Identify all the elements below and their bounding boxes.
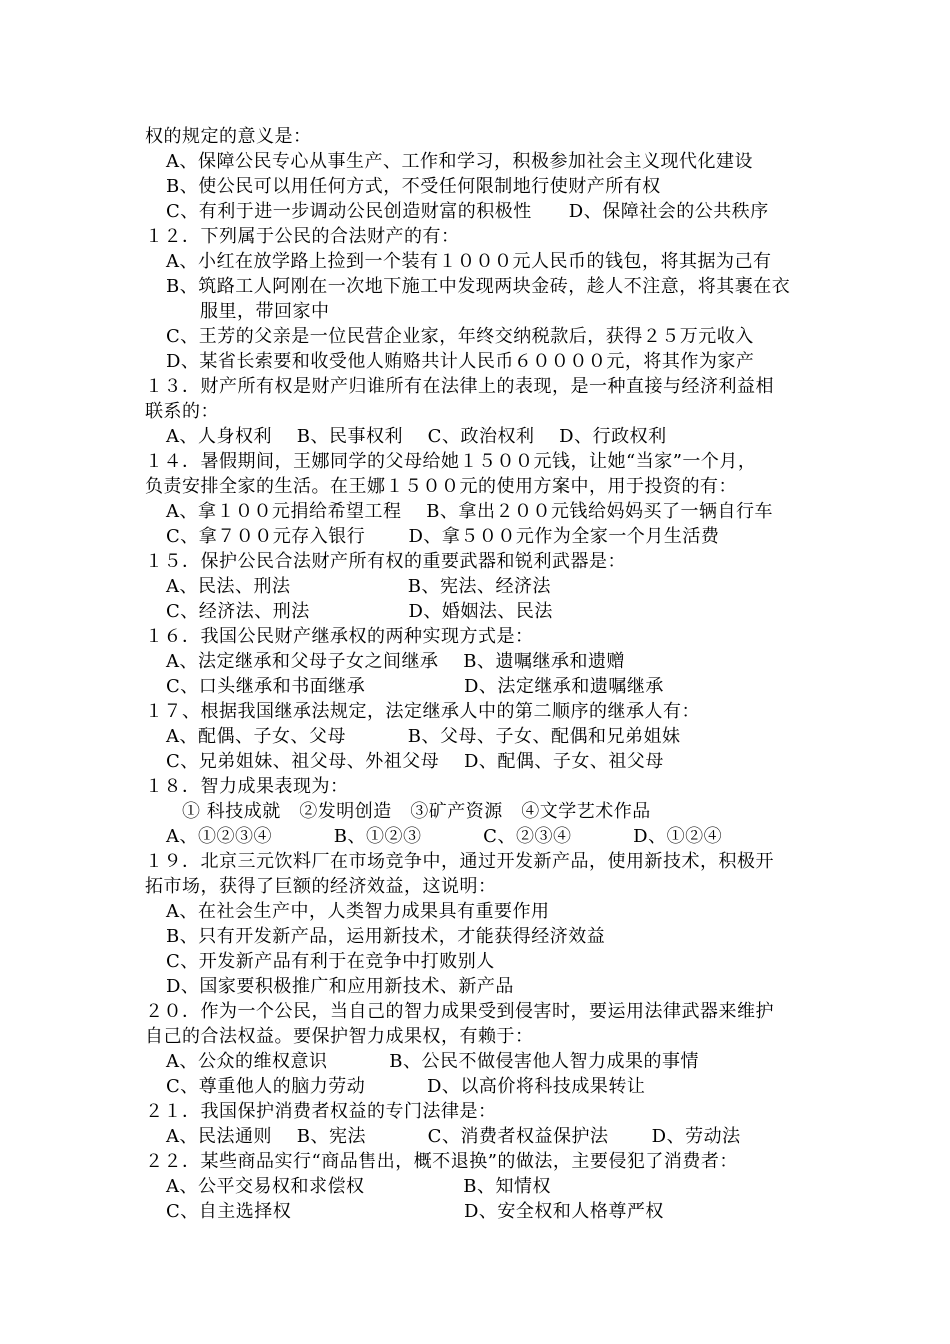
option-line: D、某省长索要和收受他人贿赂共计人民币６００００元，将其作为家产 [166,351,755,372]
option-line: B、筑路工人阿刚在一次地下施工中发现两块金砖，趁人不注意，将其裹在衣 [166,276,791,297]
question-21: ２１．我国保护消费者权益的专门法律是： [145,1101,497,1122]
text-line: 联系的： [145,401,219,422]
option-line: C、口头继承和书面继承 D、法定继承和遗嘱继承 [166,676,664,697]
option-line: A、人身权利 B、民事权利 C、政治权利 D、行政权利 [166,426,667,447]
question-17: １７、根据我国继承法规定，法定继承人中的第二顺序的继承人有： [145,701,700,722]
option-line: A、民法、刑法 B、宪法、经济法 [166,576,551,597]
option-line: A、拿１００元捐给希望工程 B、拿出２００元钱给妈妈买了一辆自行车 [166,501,773,522]
question-20: ２０．作为一个公民，当自己的智力成果受到侵害时，要运用法律武器来维护 [145,1001,774,1022]
question-14: １４．暑假期间，王娜同学的父母给她１５００元钱，让她“当家”一个月， [145,451,757,472]
choice-items: ① 科技成就 ②发明创造 ③矿产资源 ④文学艺术作品 [182,801,651,822]
option-line: A、保障公民专心从事生产、工作和学习，积极参加社会主义现代化建设 [166,151,753,172]
option-line: A、公平交易权和求偿权 B、知情权 [166,1176,551,1197]
option-line: A、公众的维权意识 B、公民不做侵害他人智力成果的事情 [166,1051,699,1072]
question-13: １３．财产所有权是财产归谁所有在法律上的表现，是一种直接与经济利益相 [145,376,774,397]
option-line: D、国家要积极推广和应用新技术、新产品 [166,976,514,997]
option-line: B、只有开发新产品，运用新技术，才能获得经济效益 [166,926,606,947]
option-line: C、王芳的父亲是一位民营企业家，年终交纳税款后，获得２５万元收入 [166,326,754,347]
option-line: C、有利于进一步调动公民创造财富的积极性 D、保障社会的公共秩序 [166,201,769,222]
question-15: １５．保护公民合法财产所有权的重要武器和锐利武器是： [145,551,626,572]
option-line: C、自主选择权 D、安全权和人格尊严权 [166,1201,664,1222]
question-18: １８．智力成果表现为： [145,776,349,797]
question-22: ２２．某些商品实行“商品售出，概不退换”的做法，主要侵犯了消费者： [145,1151,738,1172]
text-line: 自己的合法权益。要保护智力成果权，有赖于： [145,1026,534,1047]
option-line: C、经济法、刑法 D、婚姻法、民法 [166,601,553,622]
option-line: A、①②③④ B、①②③ C、②③④ D、①②④ [166,826,723,847]
option-line: A、在社会生产中，人类智力成果具有重要作用 [166,901,550,922]
text-line: 拓市场，获得了巨额的经济效益，这说明： [145,876,497,897]
question-19: １９．北京三元饮料厂在市场竞争中，通过开发新产品，使用新技术，积极开 [145,851,774,872]
question-12: １２．下列属于公民的合法财产的有： [145,226,460,247]
option-line: A、民法通则 B、宪法 C、消费者权益保护法 D、劳动法 [166,1126,741,1147]
option-line: C、兄弟姐妹、祖父母、外祖父母 D、配偶、子女、祖父母 [166,751,664,772]
option-line-continued: 服里，带回家中 [200,301,330,322]
text-line: 负责安排全家的生活。在王娜１５００元的使用方案中，用于投资的有： [145,476,737,497]
option-line: A、小红在放学路上捡到一个装有１０００元人民币的钱包，将其据为己有 [166,251,772,272]
option-line: B、使公民可以用任何方式，不受任何限制地行使财产所有权 [166,176,661,197]
option-line: C、开发新产品有利于在竞争中打败别人 [166,951,495,972]
option-line: A、法定继承和父母子女之间继承 B、遗嘱继承和遗赠 [166,651,625,672]
text-line: 权的规定的意义是： [145,126,312,147]
option-line: A、配偶、子女、父母 B、父母、子女、配偶和兄弟姐妹 [166,726,681,747]
option-line: C、拿７００元存入银行 D、拿５００元作为全家一个月生活费 [166,526,720,547]
question-16: １６．我国公民财产继承权的两种实现方式是： [145,626,534,647]
option-line: C、尊重他人的脑力劳动 D、以高价将科技成果转让 [166,1076,646,1097]
